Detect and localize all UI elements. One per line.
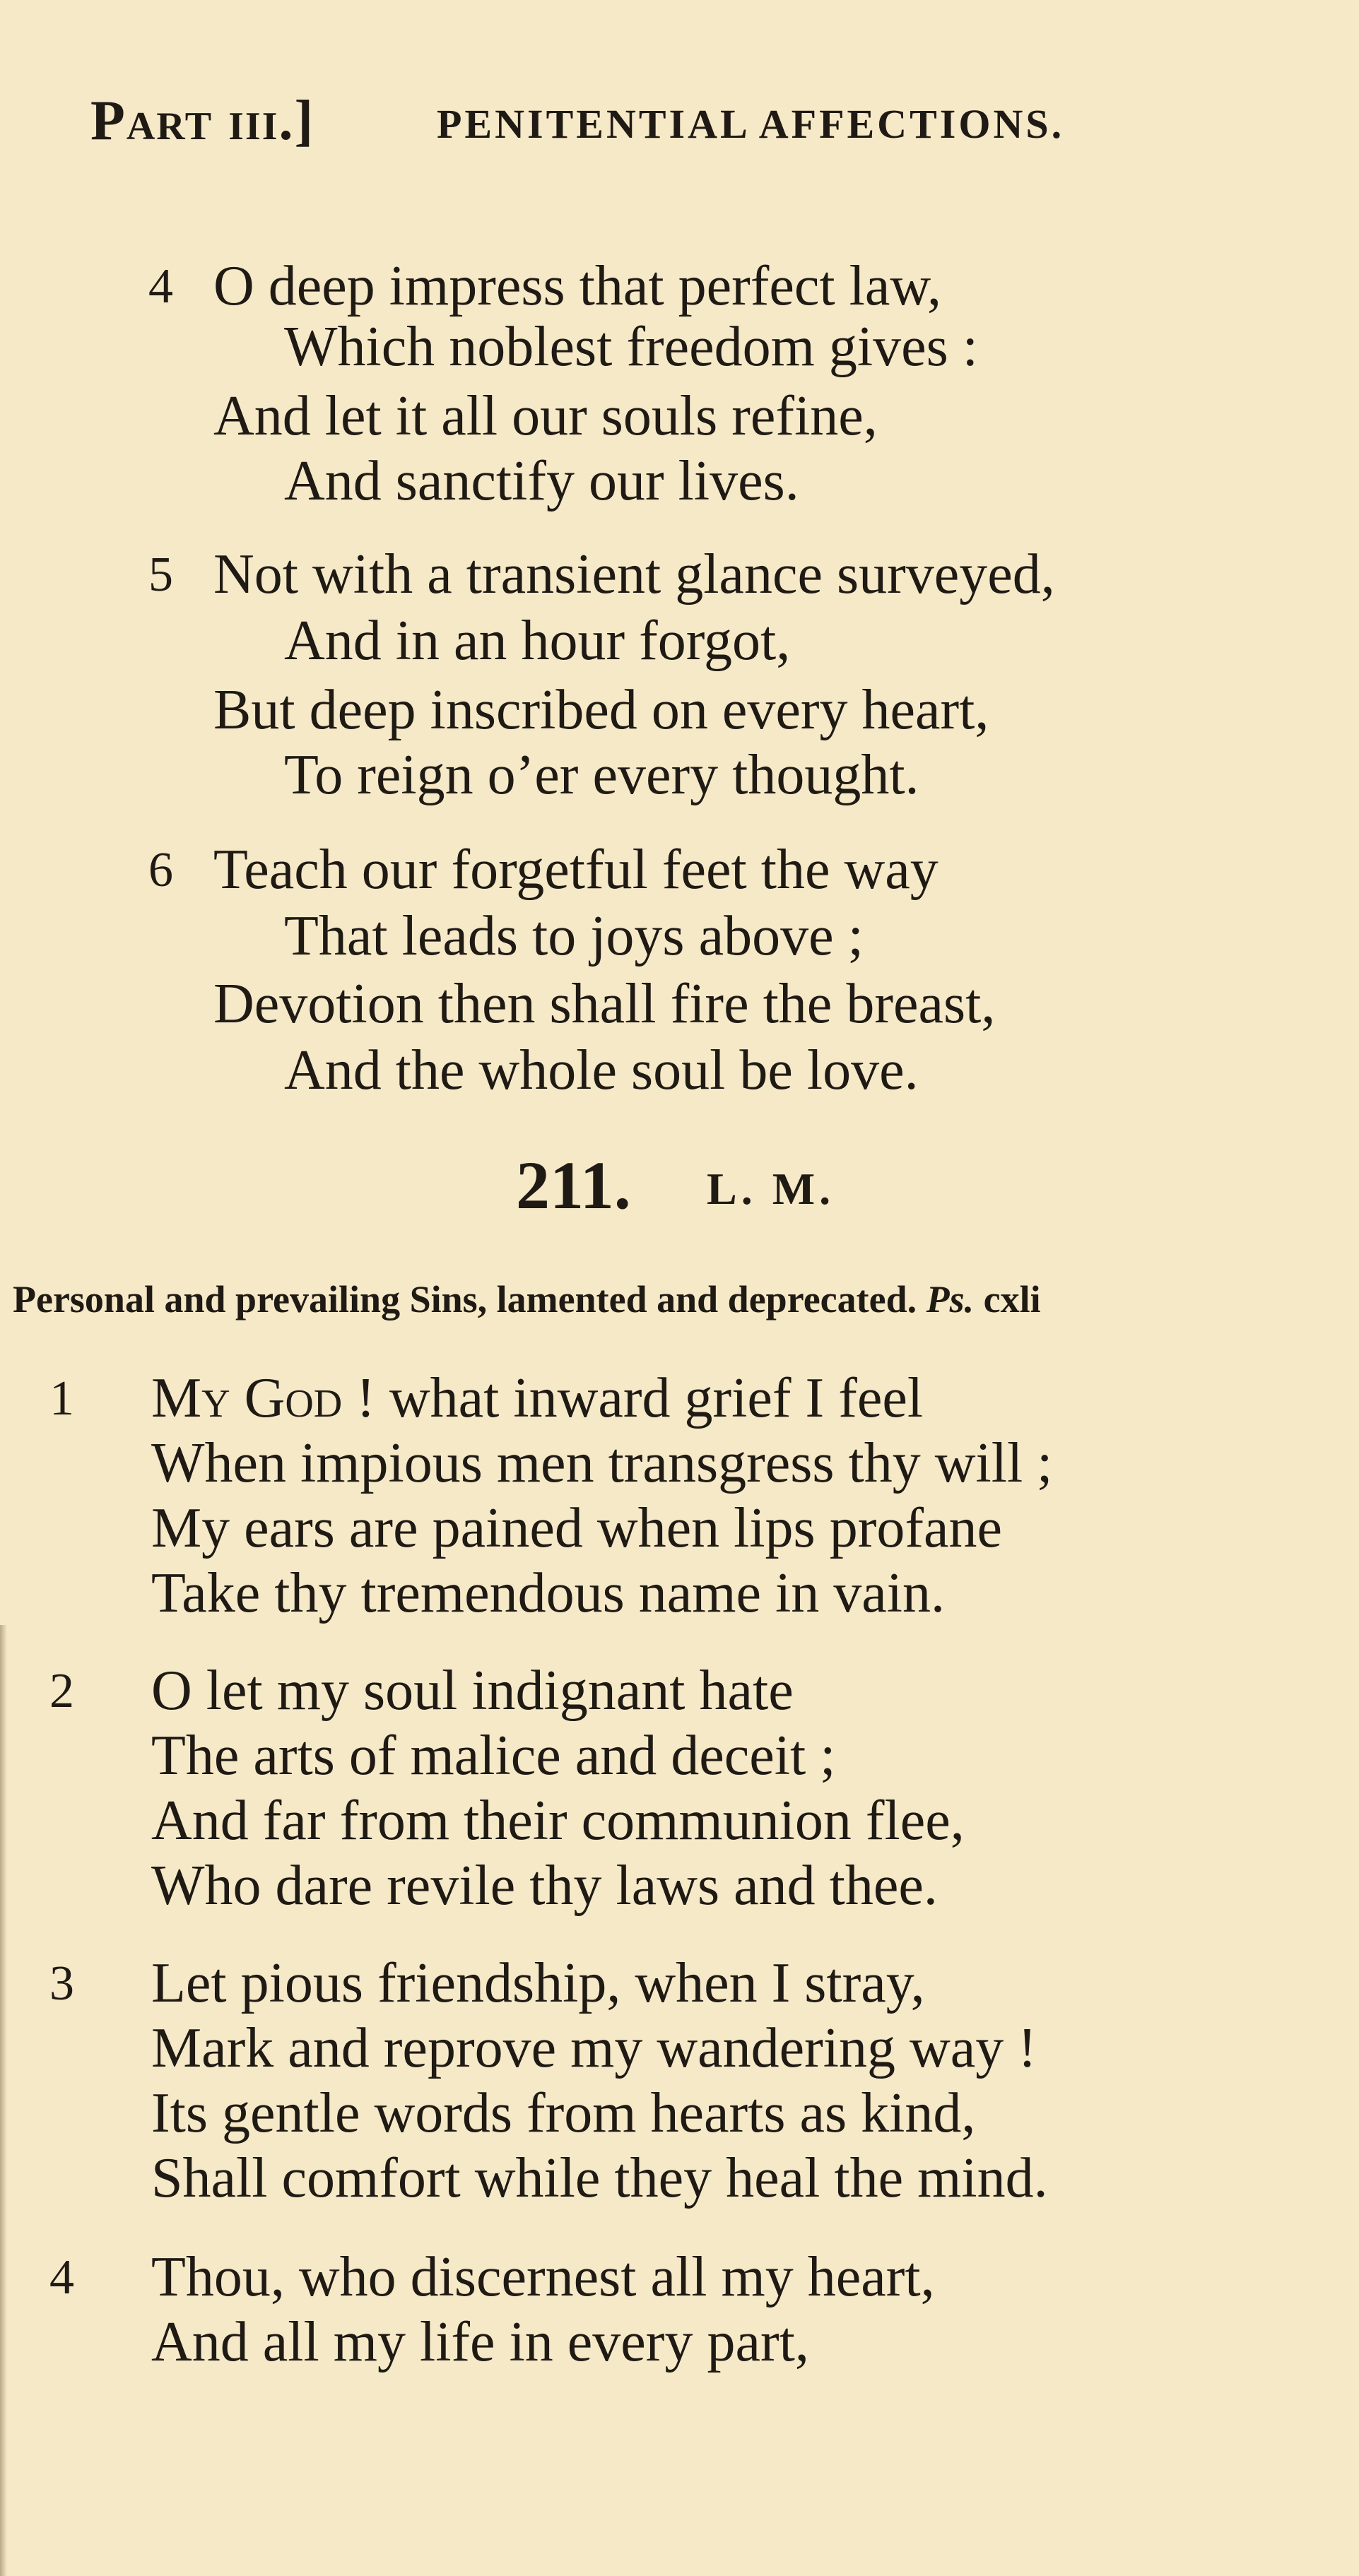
verse-line: Not with a transient glance surveyed, [213, 543, 1055, 605]
verse-number: 4 [148, 259, 173, 314]
verse-line: And all my life in every part, [151, 2311, 809, 2373]
verse-line: Who dare revile thy laws and thee. [151, 1855, 938, 1917]
verse-line: Devotion then shall fire the breast, [213, 973, 996, 1035]
verse-line: Thou, who discernest all my heart, [151, 2246, 935, 2308]
verse-line: Which noblest freedom gives : [284, 316, 978, 378]
verse-line: Its gentle words from hearts as kind, [151, 2082, 976, 2144]
verse-line: To reign o’er every thought. [284, 744, 919, 806]
verse-line: And sanctify our lives. [284, 450, 799, 512]
running-header-title: PENITENTIAL AFFECTIONS. [437, 101, 1065, 147]
hymn-meter: L. M. [707, 1164, 835, 1214]
verse-line: Mark and reprove my wandering way ! [151, 2017, 1037, 2079]
running-header-part: Part iii.] [90, 90, 315, 152]
verse-number: 6 [148, 843, 173, 897]
verse-line: O let my soul indignant hate [151, 1660, 794, 1722]
verse-line: My ears are pained when lips profane [151, 1497, 1002, 1559]
verse-number: 2 [49, 1664, 74, 1718]
verse-number: 1 [49, 1371, 74, 1426]
hymn-subtitle-text: Personal and prevailing Sins, lamented and deprecated. [13, 1278, 917, 1321]
verse-line: Teach our forgetful feet the way [213, 839, 939, 901]
verse-number: 5 [148, 548, 173, 602]
first-line-rest: ! what inward grief I feel [342, 1367, 924, 1429]
verse-line: Take thy tremendous name in vain. [151, 1562, 945, 1624]
first-line-small-caps: My God [151, 1367, 343, 1429]
verse-line: The arts of malice and deceit ; [151, 1725, 836, 1787]
verse-line [151, 1366, 923, 1431]
verse-line: But deep inscribed on every heart, [213, 679, 989, 741]
verse-line: And the whole soul be love. [284, 1039, 919, 1101]
psalm-reference-label: Ps. [926, 1278, 975, 1321]
verse-line: And in an hour forgot, [284, 610, 791, 672]
psalm-reference-number: cxli [983, 1278, 1041, 1321]
page-edge-shadow [0, 1625, 7, 2576]
verse-line: O deep impress that perfect law, [213, 255, 941, 317]
verse-line: That leads to joys above ; [284, 905, 864, 967]
verse-number: 4 [49, 2250, 74, 2305]
verse-line: When impious men transgress thy will ; [151, 1432, 1053, 1494]
hymn-subtitle [13, 1277, 1041, 1321]
verse-line: Shall comfort while they heal the mind. [151, 2147, 1048, 2209]
verse-line: Let pious friendship, when I stray, [151, 1952, 925, 2014]
verse-number: 3 [49, 1956, 74, 2011]
hymn-number: 211. [516, 1147, 631, 1223]
verse-line: And far from their communion flee, [151, 1790, 965, 1852]
verse-line: And let it all our souls refine, [213, 385, 878, 447]
